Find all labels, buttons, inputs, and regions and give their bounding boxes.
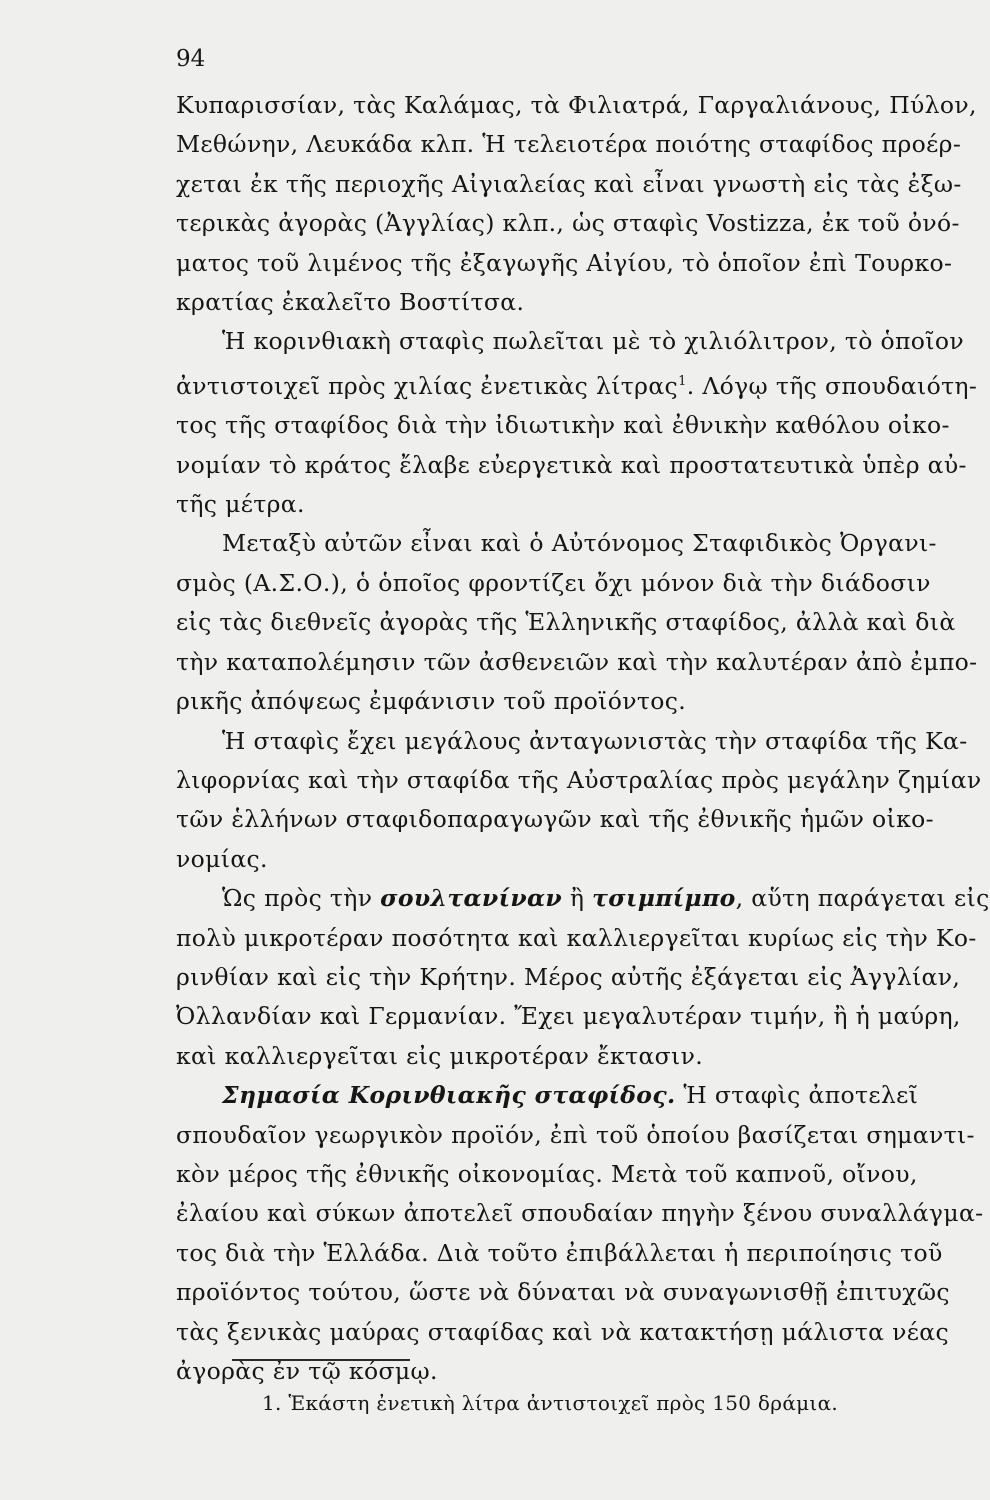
text-segment: νομίαν τὸ κράτος ἔλαβε εὐεργετικὰ καὶ προστατευτικὰ ὑπὲρ αὐ- [176, 450, 967, 479]
text-line [176, 1076, 958, 1115]
text-segment: τερικὰς ἀγορὰς (Ἀγγλίας) κλπ., ὡς σταφὶς Vostizza, ἐκ τοῦ ὀνό- [176, 209, 960, 238]
footnote [262, 1391, 838, 1415]
text-segment: νομίας. [176, 844, 268, 873]
text-segment: Ἡ σταφὶς ἀποτελεῖ [675, 1081, 919, 1110]
text-segment: προϊόντος τούτου, ὥστε νὰ δύναται νὰ συναγωνισθῇ ἐπιτυχῶς [176, 1278, 950, 1307]
text-segment: Ἡ σταφὶς ἔχει μεγάλους ἀνταγωνιστὰς τὴν σταφίδα τῆς Κα- [222, 726, 968, 755]
text-segment: Μεταξὺ αὐτῶν εἶναι καὶ ὁ Αὐτόνομος Σταφιδικὸς Ὀργανι- [222, 529, 937, 558]
text-segment: λιφορνίας καὶ τὴν σταφίδα τῆς Αὐστραλίας πρὸς μεγάλην ζημίαν [176, 765, 982, 794]
text-line [176, 603, 958, 642]
text-line [176, 165, 962, 204]
text-segment: , αὕτη παράγεται εἰς [735, 884, 990, 913]
text-line [176, 524, 958, 563]
text-line [176, 86, 977, 125]
text-segment: τος διὰ τὴν Ἑλλάδα. Διὰ τοῦτο ἐπιβάλλεται ἡ περιποίησις τοῦ [176, 1238, 943, 1267]
text-segment: ἀγορὰς ἐν τῷ κόσμῳ. [176, 1357, 438, 1385]
text-line [176, 761, 982, 800]
text-line [176, 244, 958, 283]
text-line [176, 643, 978, 682]
text-segment: εἰς τὰς διεθνεῖς ἀγορὰς τῆς Ἑλληνικῆς σταφίδος, ἀλλὰ καὶ διὰ [176, 608, 956, 637]
body-text [176, 86, 990, 1391]
footnote-text: Ἑκάστη ἐνετικὴ λίτρα ἀντιστοιχεῖ πρὸς 150 δράμια. [288, 1391, 839, 1415]
footnote-marker: 1. [262, 1391, 282, 1415]
text-segment: ρινθίαν καὶ εἰς τὴν Κρήτην. Μέρος αὐτῆς ἐξάγεται εἰς Ἀγγλίαν, [176, 962, 961, 991]
text-segment: Ὡς πρὸς τὴν [222, 884, 381, 913]
text-line [176, 283, 958, 322]
text-line [176, 564, 958, 603]
text-line [176, 1116, 975, 1155]
text-line [176, 997, 961, 1036]
text-segment: Μεθώνην, Λευκάδα κλπ. Ἡ τελειοτέρα ποιότης σταφίδος προέρ- [176, 130, 962, 159]
page-number: 94 [176, 46, 206, 72]
text-segment: . Λόγῳ τῆς σπουδαιότη- [686, 371, 978, 400]
text-line [176, 204, 958, 243]
text-segment: ἢ [562, 884, 593, 913]
text-segment: Ὀλλανδίαν καὶ Γερμανίαν. Ἔχει μεγαλυτέραν τιμήν, ἢ ἡ μαύρη, [176, 1002, 961, 1031]
text-segment: κρατίας ἐκαλεῖτο Βοστίτσα. [176, 288, 525, 317]
text-line [176, 1273, 958, 1312]
emphasis-text: τσιμπίμπο [592, 884, 736, 913]
text-segment: Ἡ κορινθιακὴ σταφὶς πωλεῖται μὲ τὸ χιλιόλιτρον, τὸ ὁποῖον [222, 327, 965, 356]
text-segment: Κυπαρισσίαν, τὰς Καλάμας, τὰ Φιλιατρά, Γαργαλιάνους, Πύλον, [176, 91, 977, 119]
text-segment: ρικῆς ἀπόψεως ἐμφάνισιν τοῦ προϊόντος. [176, 687, 687, 716]
text-line [176, 1313, 958, 1352]
text-line [176, 1155, 958, 1194]
text-line [176, 1194, 984, 1233]
text-line [176, 840, 958, 879]
text-line [176, 322, 965, 361]
text-segment: καὶ καλλιεργεῖται εἰς μικροτέραν ἔκτασιν. [176, 1041, 704, 1070]
text-segment: πολὺ μικροτέραν ποσότητα καὶ καλλιεργεῖται κυρίως εἰς τὴν Κο- [176, 923, 977, 952]
text-segment: τὰς ξενικὰς μαύρας σταφίδας καὶ νὰ κατακτήσῃ μάλιστα νέας [176, 1317, 950, 1346]
text-segment: σπουδαῖον γεωργικὸν προϊόν, ἐπὶ τοῦ ὁποίου βασίζεται σημαντι- [176, 1120, 975, 1149]
text-segment: ματος τοῦ λιμένος τῆς ἐξαγωγῆς Αἰγίου, τὸ ὁποῖον ἐπὶ Τουρκο- [176, 248, 953, 277]
text-line [176, 879, 990, 918]
text-line [176, 1352, 958, 1391]
text-line [176, 958, 961, 997]
footnote-ref: 1 [678, 373, 687, 389]
text-segment: ἐλαίου καὶ σύκων ἀποτελεῖ σπουδαίαν πηγὴν ξένου συναλλάγμα- [176, 1199, 984, 1228]
text-line [176, 406, 958, 445]
text-line [176, 682, 958, 721]
emphasis-text: Σημασία Κορινθιακῆς σταφίδος. [222, 1081, 676, 1110]
emphasis-text: σουλτανίναν [380, 884, 563, 913]
text-line [176, 1234, 958, 1273]
text-line [176, 919, 977, 958]
text-segment: τῶν ἑλλήνων σταφιδοπαραγωγῶν καὶ τῆς ἐθνικῆς ἡμῶν οἰκο- [176, 805, 934, 834]
text-line [176, 125, 962, 164]
text-line [176, 446, 967, 485]
text-line [176, 722, 968, 761]
text-segment: τὴν καταπολέμησιν τῶν ἀσθενειῶν καὶ τὴν καλυτέραν ἀπὸ ἐμπο- [176, 647, 978, 676]
text-segment: κὸν μέρος τῆς ἐθνικῆς οἰκονομίας. Μετὰ τοῦ καπνοῦ, οἴνου, [176, 1159, 918, 1188]
text-line [176, 1037, 958, 1076]
text-segment: τος τῆς σταφίδος διὰ τὴν ἰδιωτικὴν καὶ ἐθνικὴν καθόλου οἰκο- [176, 411, 950, 440]
text-line [176, 800, 958, 839]
text-segment: ἀντιστοιχεῖ πρὸς χιλίας ἐνετικὰς λίτρας [176, 371, 679, 400]
footnote-rule [232, 1359, 410, 1361]
text-line [176, 362, 978, 406]
text-segment: τῆς μέτρα. [176, 490, 305, 519]
text-segment: χεται ἐκ τῆς περιοχῆς Αἰγιαλείας καὶ εἶναι γνωστὴ εἰς τὰς ἐξω- [176, 169, 962, 198]
text-line [176, 485, 958, 524]
text-segment: σμὸς (Α.Σ.Ο.), ὁ ὁποῖος φροντίζει ὄχι μόνον διὰ τὴν διάδοσιν [176, 568, 931, 597]
